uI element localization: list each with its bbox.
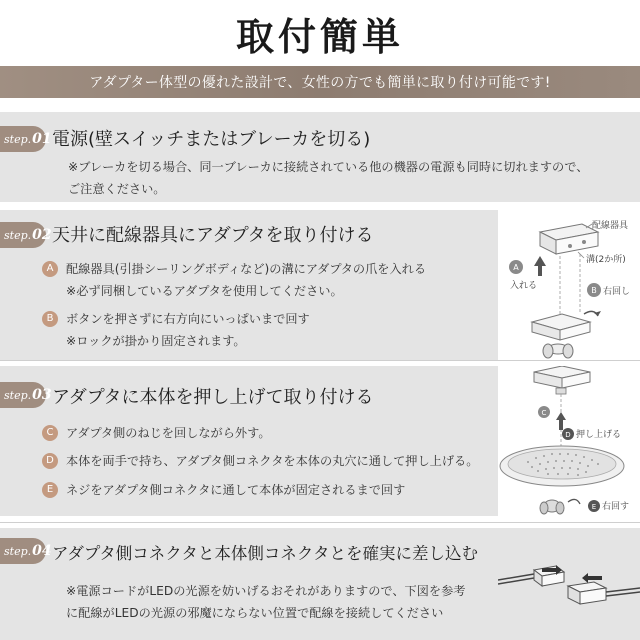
step-label: step. [4, 228, 32, 242]
badge-d: D [42, 453, 58, 469]
step-02-item-b [42, 308, 310, 330]
badge-a: A [42, 261, 58, 277]
step-03-title: アダプタに本体を押し上げて取り付ける [52, 387, 374, 408]
step-number: 02 [32, 227, 52, 243]
item-text: 配線器具(引掛シーリングボディなど)の溝にアダプタの爪を入れる [66, 262, 427, 276]
step-03-item-c [42, 422, 271, 444]
arrow-up-icon [556, 412, 566, 430]
item-text: アダプタ側のねじを回しながら外す。 [66, 426, 271, 440]
step-03-item-e [42, 479, 405, 501]
item-text: ボタンを押さずに右方向にいっぱいまで回す [66, 312, 310, 326]
label-insert: 入れる [510, 281, 538, 291]
step-04-panel [0, 528, 640, 640]
badge-b-letter: B [591, 286, 597, 295]
step-02-item-b-note: ※ロックが掛かり固定されます。 [66, 334, 246, 348]
page-title: 取付簡単 [235, 13, 404, 59]
step-01-panel [0, 112, 640, 202]
label-rotate: 右回す [602, 502, 630, 512]
step-number: 04 [32, 543, 52, 559]
step-number: 01 [32, 131, 52, 147]
step-04-tab [0, 538, 52, 564]
step-02-panel [0, 210, 640, 360]
step-02-item-a [42, 258, 426, 280]
badge-e-letter: E [591, 503, 597, 511]
section-divider [0, 360, 640, 361]
item-text: 本体を両手で持ち、アダプタ側コネクタを本体の丸穴に通して押し上げる。 [66, 454, 479, 468]
step-label: step. [4, 132, 32, 146]
section-divider [0, 522, 640, 523]
step-02-title: 天井に配線器具にアダプタを取り付ける [52, 225, 374, 246]
step-03-illustration [498, 366, 640, 516]
step-01-note-line-1: ※ブレーカを切る場合、同一ブレーカに接続されている他の機器の電源も同時に切れますので、 [68, 160, 589, 174]
step-01-tab [0, 126, 52, 152]
step-02-tab [0, 222, 52, 248]
badge-e: E [42, 482, 58, 498]
connector-illustration [498, 558, 640, 640]
step-04-title: アダプタ側コネクタと本体側コネクタとを確実に差し込む [52, 544, 479, 563]
step-04-note-line-2: に配線がLEDの光源の邪魔にならない位置で配線を接続してください [66, 606, 444, 620]
label-fixture: 配線器具 [592, 221, 629, 231]
rotate-arrow-icon [568, 499, 580, 504]
badge-d-letter: D [565, 431, 571, 439]
label-push-up: 押し上げる [576, 430, 622, 440]
arrow-up-icon [534, 256, 546, 276]
step-03-item-d [42, 450, 478, 472]
badge-c: C [42, 425, 58, 441]
step-label: step. [4, 544, 32, 558]
step-number: 03 [32, 387, 52, 403]
badge-b: B [42, 311, 58, 327]
badge-a-letter: A [513, 263, 519, 272]
step-04-note-line-1: ※電源コードがLEDの光源を妨いげるおそれがありますので、下図を参考 [66, 584, 466, 598]
label-groove: 溝(2か所) [586, 255, 626, 265]
step-label: step. [4, 388, 32, 402]
feature-banner: アダプター体型の優れた設計で、女性の方でも簡単に取り付け可能です! [0, 66, 640, 98]
step-03-panel [0, 366, 640, 516]
badge-c-letter: C [541, 409, 547, 417]
step-03-tab [0, 382, 52, 408]
label-rotate-right: 右回し [603, 287, 631, 297]
step-02-item-a-note: ※必ず同梱しているアダプタを使用してください。 [66, 284, 343, 298]
item-text: ネジをアダプタ側コネクタに通して本体が固定されるまで回す [66, 483, 406, 497]
step-01-note-line-2: ご注意ください。 [68, 182, 166, 196]
step-02-illustration [498, 210, 640, 360]
arrow-left-icon [582, 573, 602, 583]
step-01-title: 電源(壁スイッチまたはブレーカを切る) [52, 129, 371, 150]
